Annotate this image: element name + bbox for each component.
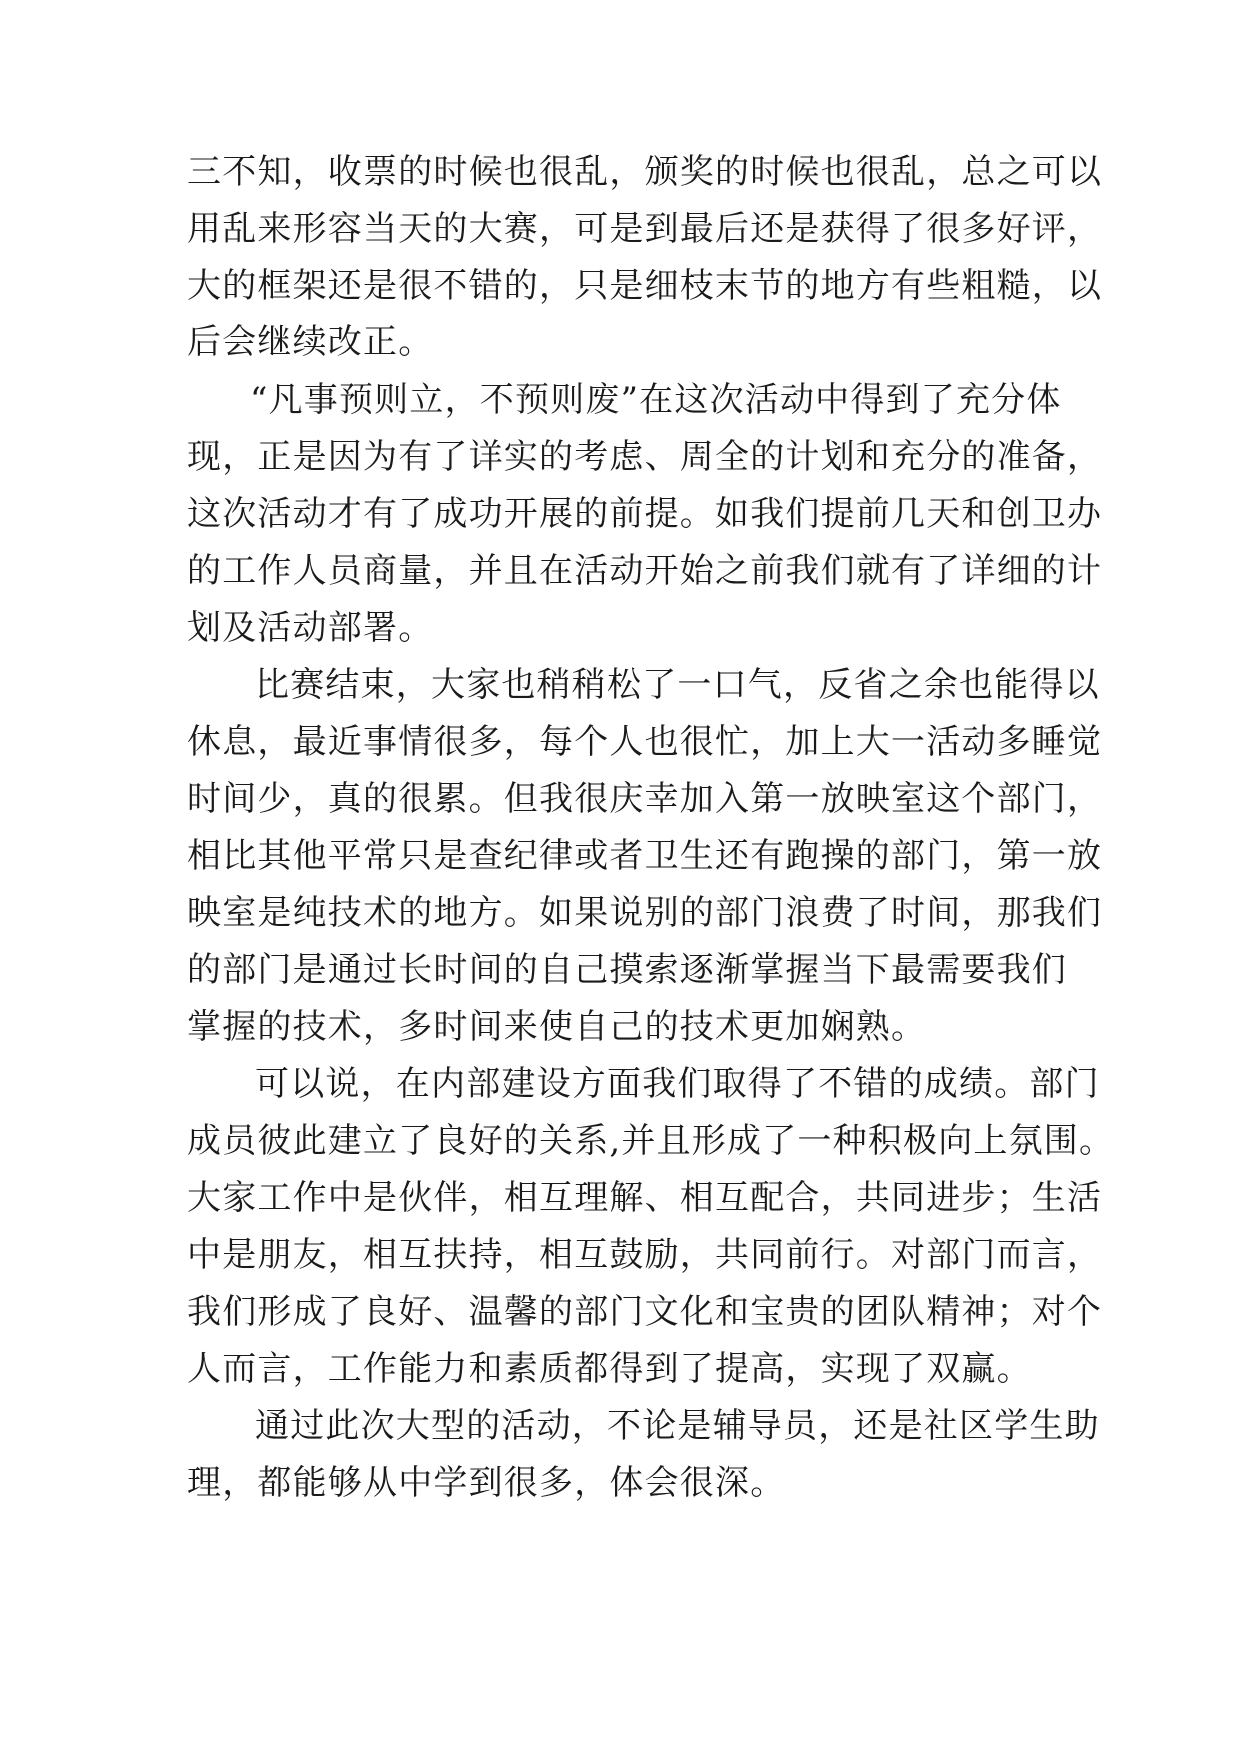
text-line: 我们形成了良好、温馨的部门文化和宝贵的团队精神；对个 [187,1292,1103,1332]
text-line: 映室是纯技术的地方。如果说别的部门浪费了时间，那我们 [187,893,1103,933]
text-line: 大家工作中是伙伴，相互理解、相互配合，共同进步；生活 [187,1178,1103,1218]
text-line: 掌握的技术，多时间来使自己的技术更加娴熟。 [187,1007,927,1047]
paragraph-first-line: 比赛结束，大家也稍稍松了一口气，反省之余也能得以 [255,665,1100,705]
text-line: 理，都能够从中学到很多，体会很深。 [187,1463,786,1503]
text-line: 现，正是因为有了详实的考虑、周全的计划和充分的准备， [187,437,1103,477]
text-line: 大的框架还是很不错的，只是细枝末节的地方有些粗糙，以 [187,266,1103,306]
paragraph-first-line: 可以说，在内部建设方面我们取得了不错的成绩。部门 [255,1064,1100,1104]
text-line: 后会继续改正。 [187,322,434,362]
text-line: 人而言，工作能力和素质都得到了提高，实现了双赢。 [187,1349,1032,1389]
text-line: 这次活动才有了成功开展的前提。如我们提前几天和创卫办 [187,494,1103,534]
text-line: 用乱来形容当天的大赛，可是到最后还是获得了很多好评， [187,209,1103,249]
text-line: 三不知，收票的时候也很乱，颁奖的时候也很乱，总之可以 [187,152,1103,192]
paragraph-first-line: “凡事预则立，不预则废”在这次活动中得到了充分体 [250,380,1062,420]
text-line: 时间少，真的很累。但我很庆幸加入第一放映室这个部门， [187,779,1103,819]
text-line: 成员彼此建立了良好的关系,并且形成了一种积极向上氛围。 [187,1121,1115,1161]
text-line: 划及活动部署。 [187,608,434,648]
text-line: 的部门是通过长时间的自己摸索逐渐掌握当下最需要我们 [187,950,1067,990]
text-line: 相比其他平常只是查纪律或者卫生还有跑操的部门，第一放 [187,836,1103,876]
text-line: 的工作人员商量，并且在活动开始之前我们就有了详细的计 [187,551,1103,591]
paragraph-first-line: 通过此次大型的活动，不论是辅导员，还是社区学生助 [255,1406,1100,1446]
text-line: 休息，最近事情很多，每个人也很忙，加上大一活动多睡觉 [187,722,1103,762]
text-line: 中是朋友，相互扶持，相互鼓励，共同前行。对部门而言， [187,1235,1103,1275]
